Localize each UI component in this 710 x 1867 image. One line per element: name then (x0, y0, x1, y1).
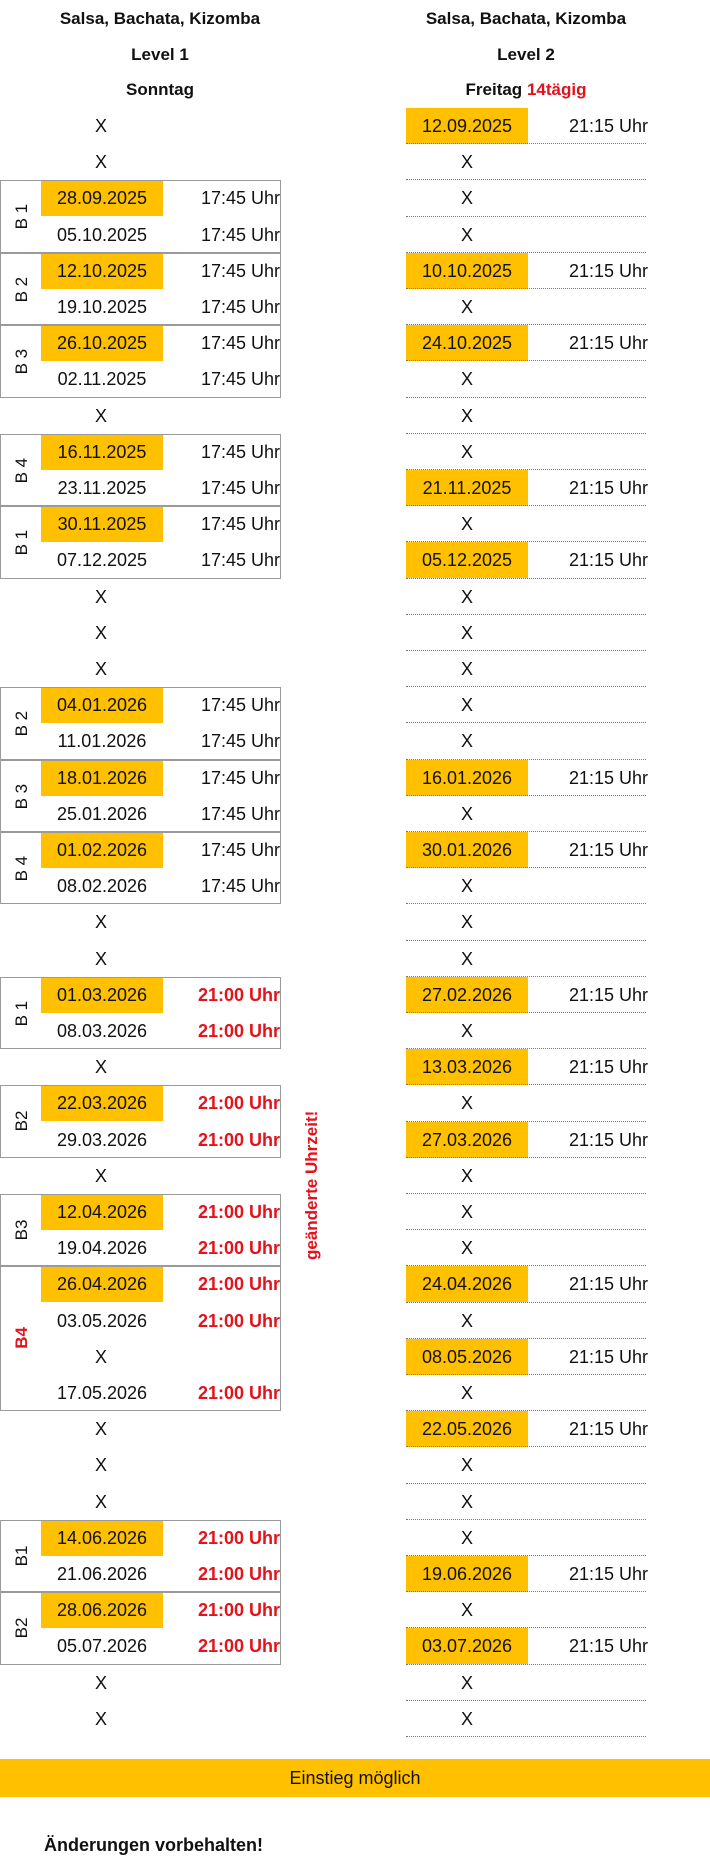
no-class-mark: X (460, 912, 473, 933)
class-time: 17:45 Uhr (200, 297, 280, 317)
class-date: 01.02.2026 (41, 832, 163, 868)
changes-reserved-note: Änderungen vorbehalten! (44, 1835, 264, 1855)
right-row (406, 1230, 646, 1266)
no-class-mark: X (460, 1021, 473, 1041)
class-date: 29.03.2026 (56, 1129, 148, 1150)
block-label: B2 (12, 1617, 31, 1639)
class-time: 17:45 Uhr (200, 767, 280, 788)
class-time: 21:15 Uhr (568, 1636, 648, 1657)
class-date: 30.11.2025 (41, 506, 163, 542)
class-date: 28.09.2025 (41, 180, 163, 216)
class-time: 21:00 Uhr (197, 1636, 280, 1657)
right-row (406, 1085, 646, 1121)
class-date: 23.11.2025 (57, 478, 147, 498)
class-date: 05.12.2025 (406, 542, 528, 578)
left-row (0, 1665, 290, 1701)
no-class-mark: X (94, 1057, 107, 1078)
right-row (406, 904, 646, 940)
no-class-mark: X (460, 224, 473, 245)
right-title: Salsa, Bachata, Kizomba (425, 9, 627, 28)
right-row (406, 1484, 646, 1520)
right-row (406, 687, 646, 723)
right-row (406, 832, 646, 868)
right-row (406, 1375, 646, 1411)
class-time: 17:45 Uhr (200, 478, 280, 498)
block-frame (0, 832, 281, 904)
right-day: Freitag (465, 80, 523, 99)
class-date: 18.01.2026 (41, 760, 163, 796)
block-label: B 4 (12, 855, 31, 881)
class-time: 17:45 Uhr (200, 550, 280, 571)
no-class-mark: X (460, 1600, 473, 1621)
class-date: 22.03.2026 (41, 1085, 163, 1121)
block-frame (0, 506, 281, 578)
right-row (406, 1266, 646, 1302)
right-row (406, 651, 646, 687)
class-time: 21:15 Uhr (568, 333, 648, 354)
no-class-mark: X (460, 441, 473, 462)
left-row (0, 941, 290, 977)
class-time: 17:45 Uhr (200, 803, 280, 824)
class-date: 02.11.2025 (57, 369, 147, 390)
block-label: B2 (12, 1111, 31, 1132)
class-time: 21:15 Uhr (568, 984, 648, 1005)
right-row (406, 1556, 646, 1592)
no-class-mark: X (94, 948, 107, 969)
class-time: 21:15 Uhr (568, 116, 648, 136)
block-label: B 1 (12, 1000, 31, 1026)
class-time: 21:15 Uhr (568, 1564, 648, 1584)
right-row (406, 1447, 646, 1483)
right-row (406, 253, 646, 289)
right-row (406, 1049, 646, 1085)
class-time: 21:15 Uhr (568, 478, 648, 498)
no-class-mark: X (460, 622, 473, 643)
no-class-mark: X (460, 297, 473, 317)
block-frame (0, 687, 281, 759)
class-date: 21.11.2025 (406, 470, 528, 506)
class-date: 27.02.2026 (406, 977, 528, 1013)
no-class-mark: X (94, 1672, 107, 1693)
right-row (406, 1411, 646, 1447)
block-label: B 4 (12, 457, 31, 483)
entry-possible-bar: Einstieg möglich (0, 1759, 710, 1797)
right-row (406, 217, 646, 253)
class-date: 16.11.2025 (41, 434, 163, 470)
right-row (406, 1701, 646, 1737)
no-class-mark: X (460, 1383, 473, 1403)
no-class-mark: X (94, 622, 107, 643)
class-date: 26.10.2025 (41, 325, 163, 361)
no-class-mark: X (94, 659, 107, 679)
class-time: 21:15 Uhr (568, 1419, 648, 1440)
class-date: 12.09.2025 (406, 108, 528, 144)
right-row (406, 434, 646, 470)
block-frame (0, 1266, 281, 1411)
class-date: 12.10.2025 (41, 253, 163, 289)
class-time: 21:00 Uhr (197, 1600, 280, 1621)
block-frame (0, 760, 281, 832)
no-class-mark: X (460, 188, 473, 209)
block-frame (0, 1194, 281, 1266)
no-class-mark: X (460, 405, 473, 426)
block-label: B 1 (12, 529, 31, 556)
class-time: 21:15 Uhr (568, 1346, 648, 1367)
right-row (406, 1013, 646, 1049)
no-class-mark: X (94, 152, 107, 173)
class-date: 17.05.2026 (56, 1383, 148, 1403)
left-row (0, 579, 290, 615)
block-label: B 3 (12, 348, 31, 375)
block-label: B4 (12, 1327, 31, 1350)
no-class-mark: X (460, 948, 473, 969)
no-class-mark: X (460, 1093, 473, 1114)
no-class-mark: X (460, 586, 473, 607)
block-frame (0, 1520, 281, 1592)
right-day-line (366, 75, 686, 105)
class-time: 21:00 Uhr (197, 1093, 280, 1114)
no-class-mark: X (460, 369, 473, 390)
class-date: 21.06.2026 (56, 1564, 148, 1584)
class-time: 21:00 Uhr (197, 1202, 280, 1222)
no-class-mark: X (94, 1708, 107, 1729)
class-time: 17:45 Uhr (200, 333, 280, 354)
block-frame (0, 253, 281, 325)
right-row (406, 868, 646, 904)
right-row (406, 108, 646, 144)
right-row (406, 1628, 646, 1664)
class-time: 21:00 Uhr (197, 1238, 280, 1259)
class-time: 17:45 Uhr (200, 695, 280, 716)
left-row (0, 1484, 290, 1520)
block-label: B 2 (12, 276, 31, 302)
right-row (406, 1339, 646, 1375)
left-row (0, 1049, 290, 1085)
class-time: 21:15 Uhr (568, 840, 648, 860)
class-date: 25.01.2026 (56, 803, 148, 824)
right-row (406, 470, 646, 506)
class-date: 30.01.2026 (406, 832, 528, 868)
block-frame (0, 1085, 281, 1157)
class-date: 08.05.2026 (406, 1339, 528, 1375)
class-time: 17:45 Uhr (200, 441, 280, 462)
no-class-mark: X (460, 876, 473, 897)
right-row (406, 1158, 646, 1194)
right-row (406, 144, 646, 180)
no-class-mark: X (460, 1202, 473, 1222)
class-time: 17:45 Uhr (200, 514, 280, 535)
no-class-mark: X (94, 116, 107, 136)
right-row (406, 180, 646, 216)
right-row (406, 941, 646, 977)
block-frame (0, 977, 281, 1049)
no-class-mark: X (460, 1455, 473, 1476)
class-date: 04.01.2026 (41, 687, 163, 723)
no-class-mark: X (460, 1491, 473, 1512)
no-class-mark: X (94, 586, 107, 607)
class-date: 14.06.2026 (41, 1520, 163, 1556)
block-frame (0, 180, 281, 252)
no-class-mark: X (94, 1491, 107, 1512)
class-date: 19.10.2025 (56, 297, 148, 317)
class-time: 17:45 Uhr (200, 369, 280, 390)
left-row (0, 615, 290, 651)
class-time: 21:15 Uhr (568, 1057, 648, 1078)
changed-time-note: geänderte Uhrzeit! (302, 1110, 321, 1260)
class-time: 21:15 Uhr (568, 260, 648, 281)
class-date: 10.10.2025 (406, 253, 528, 289)
no-class-mark: X (460, 659, 473, 679)
block-label: B 3 (12, 783, 31, 809)
no-class-mark: X (460, 731, 473, 752)
no-class-mark: X (460, 695, 473, 716)
class-time: 21:00 Uhr (197, 1129, 280, 1150)
right-row (406, 325, 646, 361)
class-date: 26.04.2026 (41, 1266, 163, 1302)
right-row (406, 1592, 646, 1628)
right-row (406, 289, 646, 325)
class-date: 19.06.2026 (406, 1556, 528, 1592)
no-class-mark: X (460, 1165, 473, 1186)
class-time: 21:00 Uhr (197, 1021, 280, 1041)
right-row (406, 506, 646, 542)
class-time: 21:00 Uhr (197, 984, 280, 1005)
class-date: 22.05.2026 (406, 1411, 528, 1447)
class-date: 24.10.2025 (406, 325, 528, 361)
right-level: Level 2 (497, 45, 555, 64)
class-date: 28.06.2026 (41, 1592, 163, 1628)
class-time: 17:45 Uhr (200, 188, 280, 209)
right-row (406, 542, 646, 578)
class-time: 17:45 Uhr (200, 731, 280, 752)
left-row (0, 651, 290, 687)
right-row (406, 615, 646, 651)
left-row (0, 108, 290, 144)
class-date: 01.03.2026 (41, 977, 163, 1013)
block-frame (0, 434, 281, 506)
right-row (406, 1122, 646, 1158)
right-row (406, 723, 646, 759)
class-date: 03.07.2026 (406, 1628, 528, 1664)
block-frame (0, 325, 281, 397)
no-class-mark: X (94, 405, 107, 426)
no-class-mark: X (94, 912, 107, 933)
left-level: Level 1 (131, 45, 189, 64)
no-class-mark: X (94, 1346, 107, 1367)
right-row (406, 398, 646, 434)
right-row (406, 579, 646, 615)
left-day: Sonntag (126, 80, 194, 99)
no-class-mark: X (94, 1455, 107, 1476)
no-class-mark: X (460, 514, 473, 535)
right-row (406, 760, 646, 796)
left-row (0, 1158, 290, 1194)
class-time: 17:45 Uhr (200, 224, 280, 245)
class-time: 17:45 Uhr (200, 876, 280, 897)
right-row (406, 1194, 646, 1230)
class-time: 21:15 Uhr (568, 550, 648, 571)
left-row (0, 144, 290, 180)
class-time: 17:45 Uhr (200, 840, 280, 860)
no-class-mark: X (460, 1310, 473, 1331)
left-row (0, 1411, 290, 1447)
class-date: 11.01.2026 (57, 731, 147, 752)
class-date: 12.04.2026 (41, 1194, 163, 1230)
right-row (406, 1665, 646, 1701)
class-date: 13.03.2026 (406, 1049, 528, 1085)
right-row (406, 361, 646, 397)
class-date: 24.04.2026 (406, 1266, 528, 1302)
block-label: B 2 (12, 710, 31, 737)
right-row (406, 1520, 646, 1556)
class-time: 21:15 Uhr (568, 767, 648, 788)
class-time: 21:15 Uhr (568, 1274, 648, 1295)
class-date: 08.03.2026 (56, 1021, 148, 1041)
no-class-mark: X (94, 1165, 107, 1186)
class-date: 03.05.2026 (56, 1310, 148, 1331)
no-class-mark: X (460, 152, 473, 173)
class-time: 21:00 Uhr (197, 1527, 280, 1548)
class-date: 08.02.2026 (56, 876, 148, 897)
no-class-mark: X (460, 1527, 473, 1548)
no-class-mark: X (460, 1708, 473, 1729)
block-label: B1 (12, 1545, 31, 1567)
right-row (406, 1303, 646, 1339)
no-class-mark: X (460, 1238, 473, 1259)
block-label: B3 (12, 1219, 31, 1241)
no-class-mark: X (460, 1672, 473, 1693)
class-date: 05.10.2025 (56, 224, 148, 245)
class-date: 19.04.2026 (56, 1238, 148, 1259)
left-row (0, 398, 290, 434)
class-time: 21:15 Uhr (568, 1129, 648, 1150)
class-date: 27.03.2026 (406, 1122, 528, 1158)
class-date: 07.12.2025 (56, 550, 148, 571)
class-time: 21:00 Uhr (197, 1564, 280, 1584)
row-separator (406, 1736, 646, 1737)
block-frame (0, 1592, 281, 1664)
class-date: 16.01.2026 (406, 760, 528, 796)
class-time: 21:00 Uhr (197, 1274, 280, 1295)
class-time: 17:45 Uhr (200, 260, 280, 281)
class-time: 21:00 Uhr (197, 1383, 280, 1403)
no-class-mark: X (460, 803, 473, 824)
right-day-suffix: 14tägig (526, 80, 587, 99)
no-class-mark: X (94, 1419, 107, 1440)
class-date: 05.07.2026 (56, 1636, 148, 1657)
block-label: B 1 (12, 203, 31, 230)
left-title: Salsa, Bachata, Kizomba (59, 9, 261, 28)
left-row (0, 1701, 290, 1737)
left-row (0, 1447, 290, 1483)
right-row (406, 796, 646, 832)
left-row (0, 904, 290, 940)
class-time: 21:00 Uhr (197, 1310, 280, 1331)
right-row (406, 977, 646, 1013)
